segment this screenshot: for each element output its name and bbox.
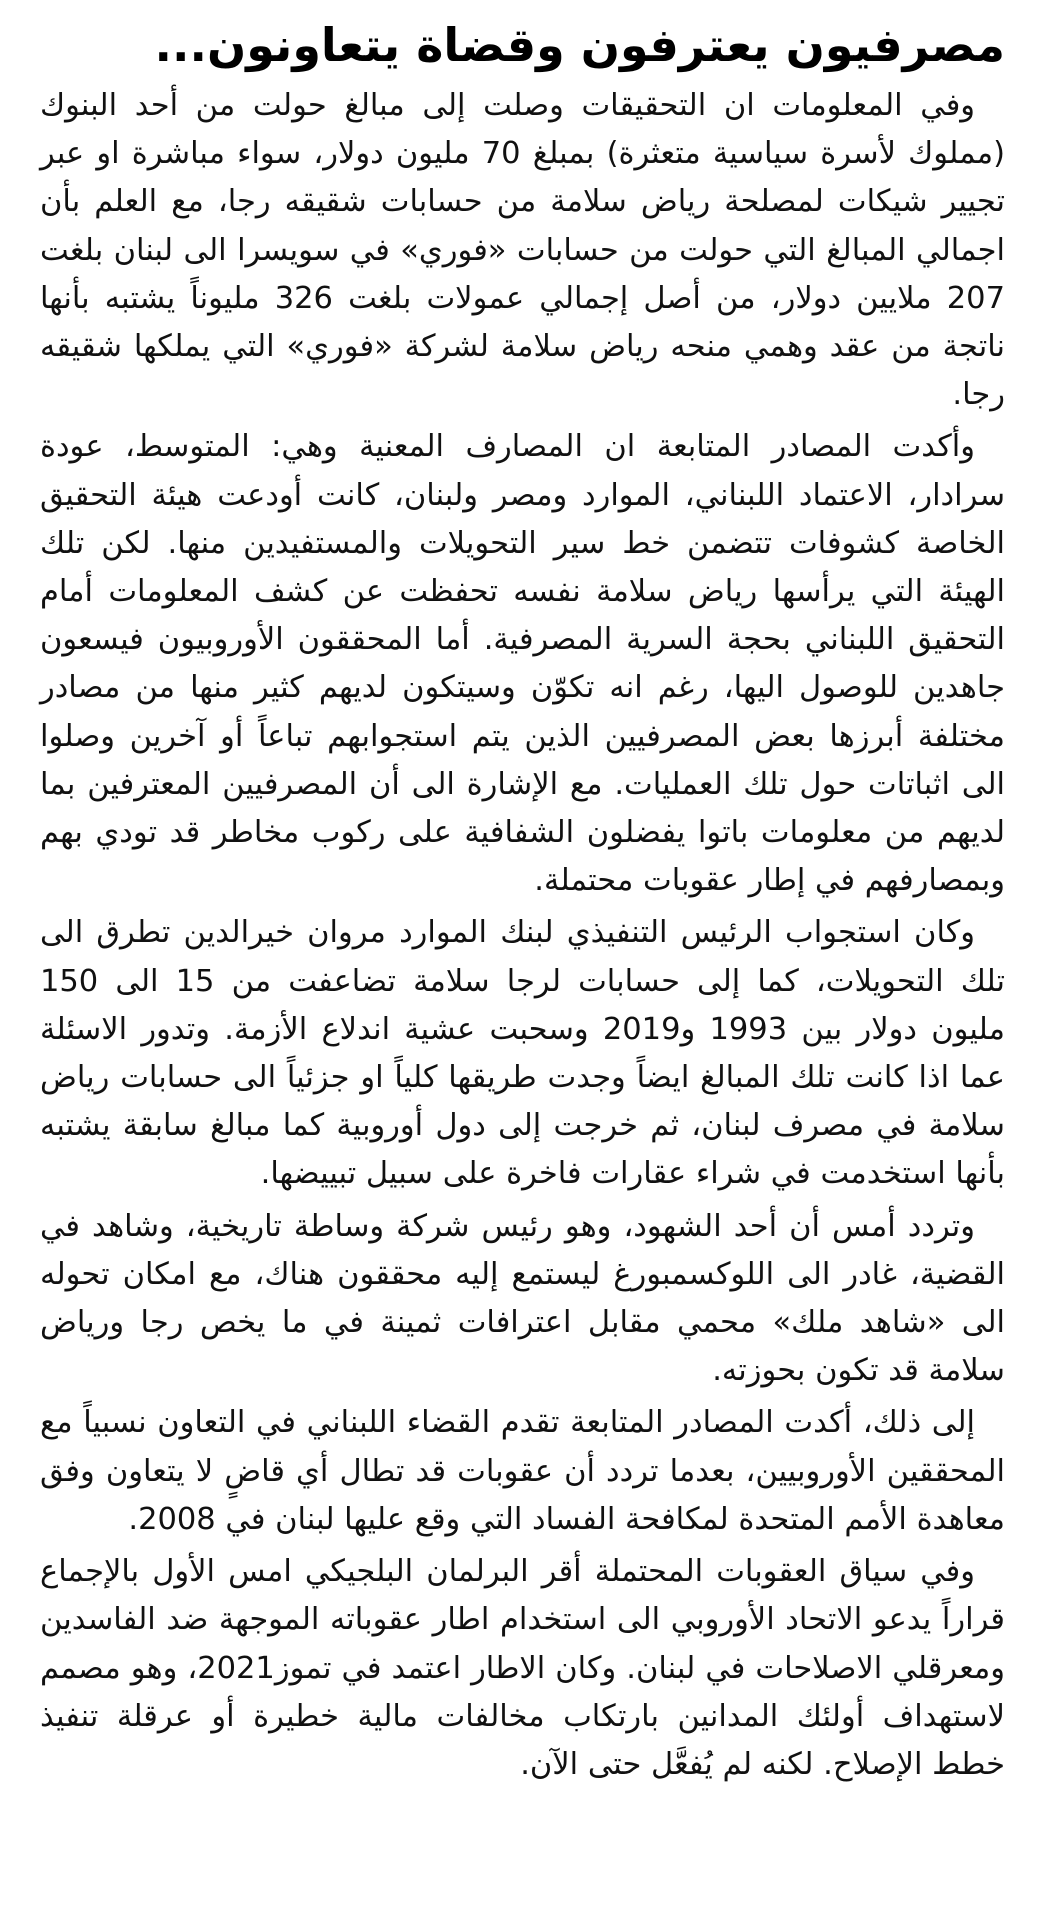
article-paragraph: إلى ذلك، أكدت المصادر المتابعة تقدم القضاء اللبناني في التعاون نسبياً مع المحققين الأوروبيين، بعدما تردد أن عقوبات قد تطال أي قاضٍ لا يتعاون وفق معاهدة الأمم المتحدة لمكافحة الفساد التي وقع عليها لبنان في 2008. [40,1405,1005,1537]
article-paragraph: وفي المعلومات ان التحقيقات وصلت إلى مبالغ حولت من أحد البنوك (مملوك لأسرة سياسية متعثرة) بمبلغ 70 مليون دولار، سواء مباشرة او عبر تجيير شيكات لمصلحة رياض سلامة من حسابات شقيقه رجا، مع العلم بأن اجمالي المبالغ التي حولت من حسابات «فوري» في سويسرا الى لبنان بلغت 207 ملايين دولار، من أصل إجمالي عمولات بلغت 326 مليوناً يشتبه بأنها ناتجة من عقد وهمي منحه رياض سلامة لشركة «فوري» التي يملكها شقيقه رجا. [40,88,1005,413]
article-headline: مصرفيون يعترفون وقضاة يتعاونون... [154,18,1005,72]
article-paragraph: وأكدت المصادر المتابعة ان المصارف المعنية وهي: المتوسط، عودة سرادار، الاعتماد اللبناني، الموارد ومصر ولبنان، كانت أودعت هيئة التحقيق الخاصة كشوفات تتضمن خط سير التحويلات والمستفيدين منها. لكن تلك الهيئة التي يرأسها رياض سلامة نفسه تحفظت عن كشف المعلومات أمام التحقيق اللبناني بحجة السرية المصرفية. أما المحققون الأوروبيون فيسعون جاهدين للوصول اليها، رغم انه تكوّن وسيتكون لديهم كثير منها من مصادر مختلفة أبرزها بعض المصرفيين الذين يتم استجوابهم تباعاً أو آخرين وصلوا الى اثباتات حول تلك العمليات. مع الإشارة الى أن المصرفيين المعترفين بما لديهم من معلومات باتوا يفضلون الشفافية على ركوب مخاطر قد تودي بهم وبمصارفهم في إطار عقوبات محتملة. [40,429,1005,899]
article-paragraph: وتردد أمس أن أحد الشهود، وهو رئيس شركة وساطة تاريخية، وشاهد في القضية، غادر الى اللوكسمبورغ ليستمع إليه محققون هناك، مع امكان تحوله الى «شاهد ملك» محمي مقابل اعترافات ثمينة في ما يخص رجا ورياض سلامة قد تكون بحوزته. [40,1208,1005,1389]
article-paragraph: وفي سياق العقوبات المحتملة أقر البرلمان البلجيكي امس الأول بالإجماع قراراً يدعو الاتحاد الأوروبي الى استخدام اطار عقوباته الموجهة ضد الفاسدين ومعرقلي الاصلاحات في لبنان. وكان الاطار اعتمد في تموز2021، وهو مصمم لاستهداف أولئك المدانين بارتكاب مخالفات مالية خطيرة أو عرقلة تنفيذ خطط الإصلاح. لكنه لم يُفعَّل حتى الآن. [40,1554,1005,1782]
article-paragraph: وكان استجواب الرئيس التنفيذي لبنك الموارد مروان خيرالدين تطرق الى تلك التحويلات، كما إلى حسابات لرجا سلامة تضاعفت من 15 الى 150 مليون دولار بين 1993 و2019 وسحبت عشية اندلاع الأزمة. وتدور الاسئلة عما اذا كانت تلك المبالغ ايضاً وجدت طريقها كلياً او جزئياً الى حسابات رياض سلامة في مصرف لبنان، ثم خرجت إلى دول أوروبية كما مبالغ سابقة يشتبه بأنها استخدمت في شراء عقارات فاخرة على سبيل تبييضها. [40,915,1005,1192]
